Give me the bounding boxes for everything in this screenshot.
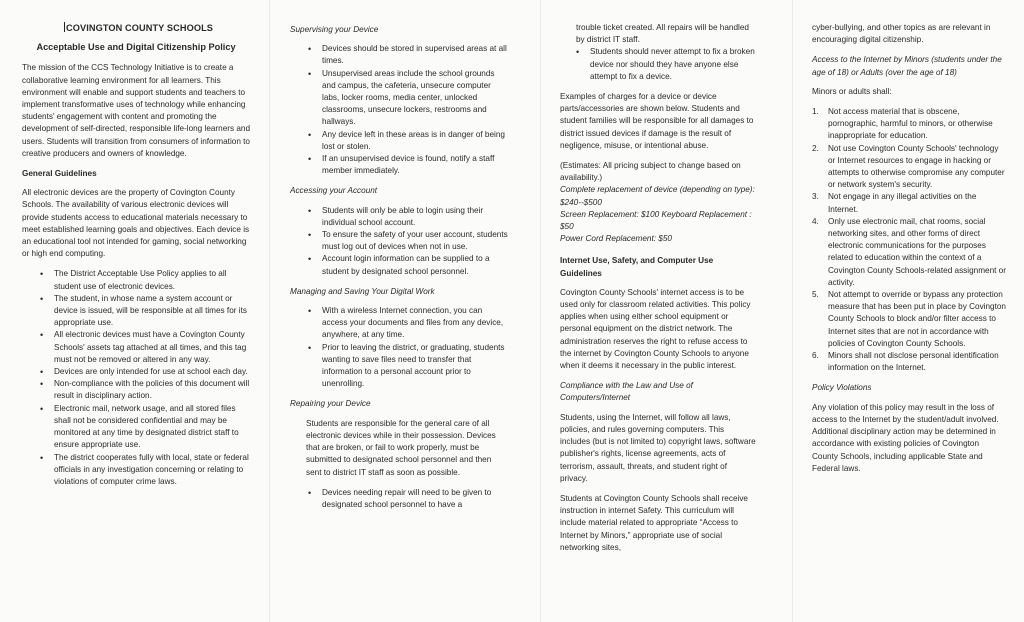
list-item: • Devices should be stored in supervised areas at all times.	[322, 43, 508, 67]
mission-paragraph: The mission of the CCS Technology Initiative is to create a collaborative learning environment for all learners. This environment will enable and support students and teachers to implement transformative uses of technology while enhancing students' engagement with content and promoting the development of self-directed, responsible life-long learners and users. Students will transition from consumers of information to creative producers and owners of knowledge.	[22, 63, 251, 158]
list-item: • Any device left in these areas is in danger of being lost or stolen.	[322, 129, 508, 153]
list-item: • Electronic mail, network usage, and all stored files shall not be considered confidential and may be monitored at any time by designated district staff to ensure appropriate use.	[54, 403, 250, 452]
supervising-heading: Supervising your Device	[290, 25, 379, 34]
fold-line	[792, 0, 793, 622]
supervising-list	[290, 43, 508, 177]
compliance-heading: Compliance with the Law and Use of Computers/Internet	[560, 381, 693, 403]
minors-rules-list	[812, 106, 1006, 374]
minors-heading: Access to the Internet by Minors (students under the age of 18) or Adults (over the age of 18)	[812, 55, 1002, 77]
repairing-list	[290, 487, 508, 511]
column-3	[560, 22, 756, 562]
list-item: • Account login information can be supplied to a student by designated school personnel.	[322, 253, 508, 277]
accessing-heading: Accessing your Account	[290, 186, 378, 196]
list-item: • The District Acceptable Use Policy applies to all student use of electronic devices.	[54, 268, 250, 292]
screen-keyboard-price: Screen Replacement: $100 Keyboard Replacement : $50	[560, 209, 752, 232]
repair-continued: trouble ticket created. All repairs will be handled by district IT staff.	[576, 23, 749, 45]
complete-replacement-price: Complete replacement of device (depending on type): $240--$500	[560, 185, 755, 207]
charges-paragraph: Examples of charges for a device or device parts/accessories are shown below. Students and student families will be responsible for all damages to district issued devices if damage is the result of negligence, misuse, or intentional abuse.	[560, 92, 754, 150]
list-item: 3. Not engage in any illegal activities on the Internet.	[812, 192, 977, 214]
accessing-list	[290, 205, 508, 278]
estimates-note: (Estimates: All pricing subject to change based on availability.)	[560, 161, 741, 183]
list-item: 4. Only use electronic mail, chat rooms, social networking sites, and other forms of direct electronic communications for the purposes related to education within the context of a Covington County Schools-related assignment or activity.	[812, 216, 1006, 287]
compliance-paragraph: Students, using the Internet, will follow all laws, policies, and rules governing computers. This includes (but is not limited to) copyright laws, software publisher's rights, license agreements, acts of terrorism, assault, threats, and student right of privacy.	[560, 412, 756, 483]
cyberbullying-continued: cyber-bullying, and other topics as are relevant in encouraging digital citizenship.	[812, 23, 991, 45]
fold-line	[540, 0, 541, 622]
list-item: 5. Not attempt to override or bypass any protection measure that has been put in place by Covington County Schools to block and/or filter access to Internet sites that are not in accordance with policies of Covington County Schools.	[812, 290, 1006, 348]
list-item: • With a wireless Internet connection, you can access your documents and files from any device, anywhere, at any time.	[322, 305, 508, 342]
repairing-heading: Repairing your Device	[290, 399, 371, 409]
general-guidelines-heading: General Guidelines	[22, 169, 97, 179]
list-item: • Devices are only intended for use at school each day.	[54, 366, 250, 378]
list-item: 2. Not use Covington County Schools' technology or Internet resources to engage in hacking or attempts to otherwise compromise any computer or network system's security.	[812, 143, 1005, 190]
violations-paragraph: Any violation of this policy may result in the loss of access to the Internet by the student/adult involved. Additional disciplinary action may be determined in accordance with existing policies of Covington County Schools, including applicable State and Federal laws.	[812, 402, 999, 473]
list-item: • Devices needing repair will need to be given to designated school personnel to have a	[322, 487, 508, 511]
general-intro-paragraph: All electronic devices are the property of Covington County Schools. The availability of various electronic devices will provide students access to educational materials necessary to meet established learning goals and objectives. Each device is an educational tool not intended for gaming, social networking or high end computing.	[22, 188, 250, 259]
power-cord-price: Power Cord Replacement: $50	[560, 234, 672, 244]
list-item: • To ensure the safety of your user account, students must log out of devices when not in use.	[322, 229, 508, 253]
managing-heading: Managing and Saving Your Digital Work	[290, 286, 435, 296]
text-cursor	[64, 22, 65, 32]
list-item: • If an unsupervised device is found, notify a staff member immediately.	[322, 153, 508, 177]
violations-heading: Policy Violations	[812, 383, 872, 393]
repair-list	[560, 46, 756, 83]
internet-paragraph: Covington County Schools' internet access is to be used only for classroom related activities. This policy applies when using either school equipment or personal equipment on the district network. The administration reserves the right to refuse access to the internet by Covington County Schools to anyone when it deems it necessary in the public interest.	[560, 287, 751, 371]
column-1	[22, 22, 250, 496]
list-item: • Non-compliance with the policies of this document will result in disciplinary action.	[54, 378, 250, 402]
general-guidelines-list	[22, 268, 250, 488]
list-item: 1. Not access material that is obscene, pornographic, harmful to minors, or otherwise inappropriate for education.	[812, 107, 993, 141]
list-item: • The student, in whose name a system account or device is issued, will be responsible at all times for its appropriate use.	[54, 293, 250, 330]
list-item: • Students will only be able to login using their individual school account.	[322, 205, 508, 229]
fold-line	[269, 0, 270, 622]
list-item: • The district cooperates fully with local, state or federal officials in any investigation concerning or relating to violations of computer crime laws.	[54, 452, 250, 489]
minors-intro: Minors or adults shall:	[812, 86, 892, 96]
internet-heading: Internet Use, Safety, and Computer Use Guidelines	[560, 256, 714, 278]
list-item: 6. Minors shall not disclose personal identification information on the Internet.	[812, 351, 999, 373]
document-title: COVINGTON COUNTY SCHOOLS	[66, 23, 214, 33]
list-item: • Prior to leaving the district, or graduating, students wanting to save files need to transfer that information to a personal account prior to unenrolling.	[322, 342, 508, 391]
list-item: • Unsupervised areas include the school grounds and campus, the cafeteria, unsecure computer labs, locker rooms, media center, unlocked classrooms, unsecure lockers, restrooms and hallways.	[322, 68, 508, 129]
managing-list	[290, 305, 508, 390]
document-subtitle: Acceptable Use and Digital Citizenship Policy	[36, 42, 236, 53]
list-item: • All electronic devices must have a Covington County Schools' assets tag attached at all times, and this tag must not be removed or altered in any way.	[54, 329, 250, 366]
safety-paragraph: Students at Covington County Schools shall receive instruction in internet Safety. This curriculum will include material related to appropriate “Access to Internet by Minors,” appropriate use of social networking sites,	[560, 493, 748, 552]
repairing-paragraph: Students are responsible for the general care of all electronic devices while in their possession. Devices that are broken, or fail to work properly, must be submitted to designated school personnel and then sent to district IT staff as soon as possible.	[306, 418, 496, 477]
column-2	[290, 22, 508, 519]
column-4	[812, 22, 1006, 483]
list-item: • Students should never attempt to fix a broken device nor should they have anyone else attempt to fix a device.	[590, 46, 756, 83]
